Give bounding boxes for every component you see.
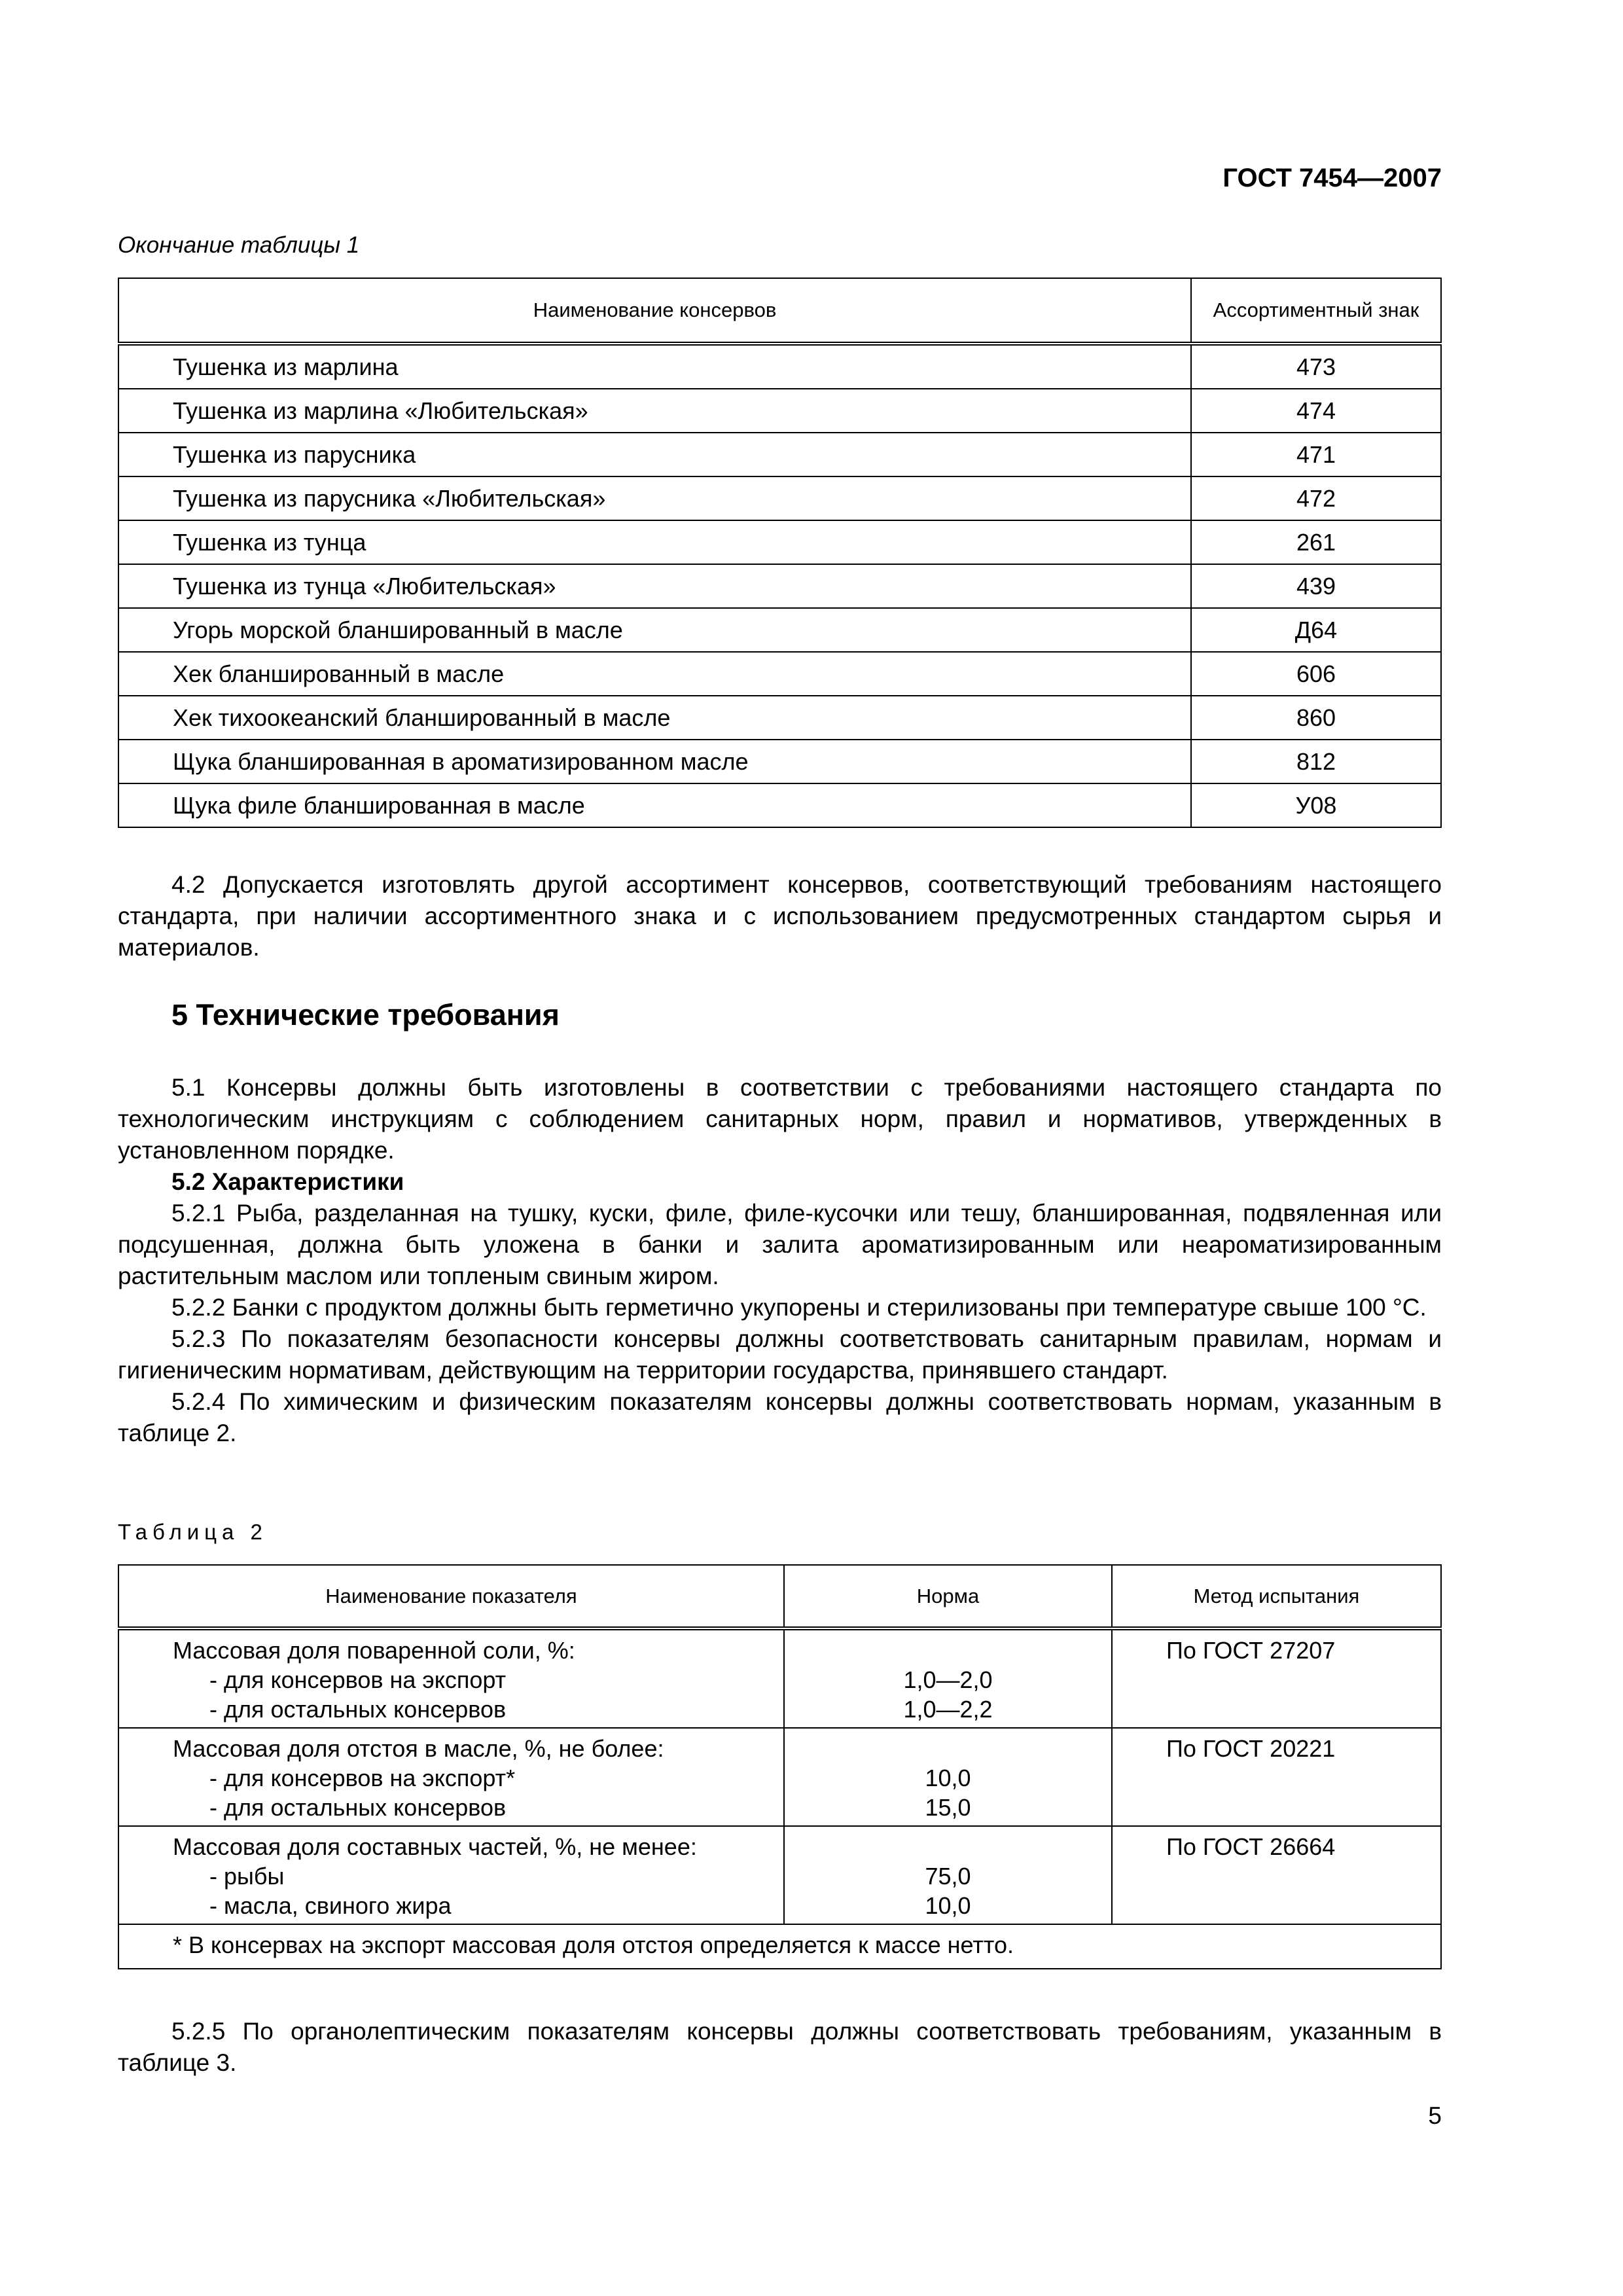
table1-caption: Окончание таблицы 1 <box>118 232 360 258</box>
product-name: Щука бланшированная в ароматизированном масле <box>118 740 1191 783</box>
assortment-code: 606 <box>1191 652 1441 696</box>
norm-value: 1,0—2,2 <box>903 1696 993 1723</box>
column-header: Норма <box>784 1565 1112 1628</box>
paragraph-5-2-4: 5.2.4 По химическим и физическим показателям консервы должны соответствовать нормам, указанным в таблице 2. <box>118 1388 1442 1446</box>
test-method: По ГОСТ 27207 <box>1112 1628 1441 1728</box>
product-name: Щука филе бланшированная в масле <box>118 783 1191 827</box>
table-row <box>118 564 1441 608</box>
column-header: Наименование показателя <box>118 1565 784 1628</box>
assortment-code: Д64 <box>1191 608 1441 652</box>
indicator-subitem: - масла, свиного жира <box>209 1892 452 1919</box>
table-row <box>118 608 1441 652</box>
section-5-body <box>118 1072 1442 1449</box>
assortment-code: 474 <box>1191 389 1441 433</box>
paragraph-5-2-3: 5.2.3 По показателям безопасности консервы должны соответствовать санитарным правилам, нормам и гигиеническим нормативам, действующим на территории государства, принявшего стандарт. <box>118 1325 1442 1384</box>
table-row <box>118 433 1441 476</box>
paragraph-5-2-2: 5.2.2 Банки с продуктом должны быть герметично укупорены и стерилизованы при температуре свыше 100 °С. <box>171 1294 1427 1321</box>
table-footnote: * В консервах на экспорт массовая доля отстоя определяется к массе нетто. <box>118 1924 1441 1969</box>
paragraph-5-2-1: 5.2.1 Рыба, разделанная на тушку, куски, филе, филе-кусочки или тешу, бланшированная, подвяленная или подсушенная, должна быть уложена в банки и залита ароматизированным или неароматизированным растительным маслом или топленым свиным жиром. <box>118 1200 1442 1289</box>
test-method: По ГОСТ 20221 <box>1112 1728 1441 1826</box>
table-row <box>118 344 1441 389</box>
indicator-subitem: - для остальных консервов <box>209 1696 507 1723</box>
assortment-code: 471 <box>1191 433 1441 476</box>
subheading-5-2: 5.2 Характеристики <box>171 1168 404 1195</box>
table-row <box>118 652 1441 696</box>
indicator-subitem: - рыбы <box>209 1863 285 1890</box>
test-method: По ГОСТ 26664 <box>1112 1826 1441 1924</box>
product-name: Тушенка из парусника <box>118 433 1191 476</box>
norm-value: 75,0 <box>925 1863 971 1890</box>
norm-value: 10,0 <box>925 1765 971 1791</box>
product-name: Хек бланшированный в масле <box>118 652 1191 696</box>
table-row <box>118 476 1441 520</box>
indicator-name: Массовая доля отстоя в масле, %, не более: <box>173 1735 664 1762</box>
table-row <box>118 696 1441 740</box>
assortment-code: 261 <box>1191 520 1441 564</box>
table2-caption: Таблица 2 <box>118 1520 268 1544</box>
indicator-name: Массовая доля составных частей, %, не менее: <box>173 1833 697 1860</box>
paragraph-5-1: 5.1 Консервы должны быть изготовлены в соответствии с требованиями настоящего стандарта по технологическим инструкциям с соблюдением санитарных норм, правил и нормативов, утвержденных в установленном порядке. <box>118 1074 1442 1164</box>
table-1 <box>118 278 1442 828</box>
assortment-code: 860 <box>1191 696 1441 740</box>
norm-value: 1,0—2,0 <box>903 1666 993 1693</box>
table-row <box>118 1628 1441 1728</box>
column-header: Метод испытания <box>1112 1565 1441 1628</box>
indicator-subitem: - для остальных консервов <box>209 1794 507 1821</box>
table-row <box>118 1728 1441 1826</box>
product-name: Угорь морской бланшированный в масле <box>118 608 1191 652</box>
assortment-code: 812 <box>1191 740 1441 783</box>
table-row <box>118 389 1441 433</box>
product-name: Тушенка из тунца <box>118 520 1191 564</box>
indicator-subitem: - для консервов на экспорт* <box>209 1765 516 1791</box>
product-name: Тушенка из тунца «Любительская» <box>118 564 1191 608</box>
table-row <box>118 520 1441 564</box>
product-name: Тушенка из марлина <box>118 344 1191 389</box>
table-footnote-row <box>118 1924 1441 1969</box>
product-name: Хек тихоокеанский бланшированный в масле <box>118 696 1191 740</box>
indicator-subitem: - для консервов на экспорт <box>209 1666 507 1693</box>
section-heading: 5 Технические требования <box>171 998 560 1031</box>
assortment-code: 473 <box>1191 344 1441 389</box>
table-row <box>118 1826 1441 1924</box>
product-name: Тушенка из парусника «Любительская» <box>118 476 1191 520</box>
document-id: ГОСТ 7454—2007 <box>1222 164 1442 192</box>
table-2 <box>118 1564 1442 1969</box>
page-number: 5 <box>1428 2102 1442 2129</box>
column-header: Ассортиментный знак <box>1191 278 1441 344</box>
assortment-code: 439 <box>1191 564 1441 608</box>
paragraph-4-2: 4.2 Допускается изготовлять другой ассортимент консервов, соответствующий требованиям настоящего стандарта, при наличии ассортиментного знака и с использованием предусмотренных стандартом сырья и материалов. <box>118 871 1442 961</box>
indicator-name: Массовая доля поваренной соли, %: <box>173 1637 575 1664</box>
assortment-code: У08 <box>1191 783 1441 827</box>
assortment-code: 472 <box>1191 476 1441 520</box>
table-header-row <box>118 1565 1441 1628</box>
norm-value: 10,0 <box>925 1892 971 1919</box>
table-row <box>118 740 1441 783</box>
column-header: Наименование консервов <box>118 278 1191 344</box>
table-row <box>118 783 1441 827</box>
paragraph-5-2-5: 5.2.5 По органолептическим показателям консервы должны соответствовать требованиям, указанным в таблице 3. <box>118 2018 1442 2076</box>
product-name: Тушенка из марлина «Любительская» <box>118 389 1191 433</box>
norm-value: 15,0 <box>925 1794 971 1821</box>
table-header-row <box>118 278 1441 344</box>
